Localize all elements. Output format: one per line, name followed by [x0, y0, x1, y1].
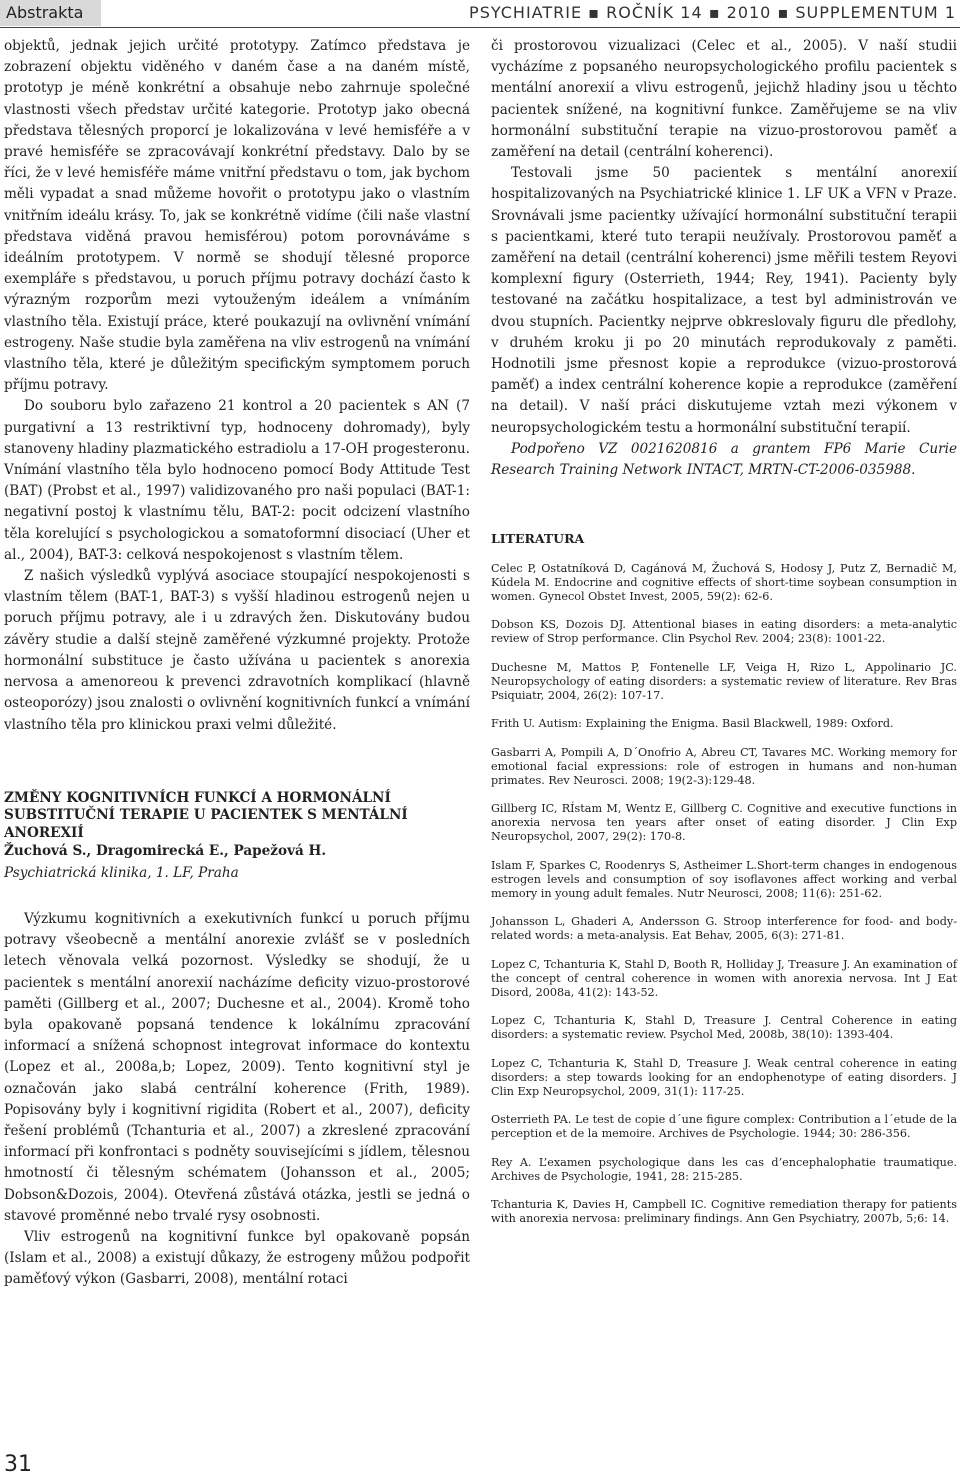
- body-paragraph: objektů, jednak jejich určité prototypy. Zatímco představa je zobrazení objektu viděného v daném čase a na daném místě, prototyp je méně konkrétní a obsahuje nebo zahrnuje společné vlastnosti všech představ určité kategorie. Prototyp jako obecná představa tělesných proporcí je lokalizována v levé hemisféře a v pravé hemisféře se zpracovávají konkrétní představy. Dalo by se říci, že v levé hemisféře máme vnitřní představu o tom, jak bychom měli vypadat a snad můžeme hovořit o prototypu jako o vlastním vnitřním ideálu krásy. To, jak se konkrétně vidíme (čili naše vlastní představa viděná pravou hemisférou) potom porovnáváme s ideálním prototypem. V normě se shodují tělesné proporce exempláře s představou, u poruch příjmu potravy dochází často k výrazným rozporům mezi vytouženým ideálem a vnímáním vlastního těla. Existují práce, které poukazují na ovlivnění vnímání estrogeny. Naše studie byla zaměřena na vliv estrogenů na vnímání vlastního těla, které je důležitým specifickým symptomem poruch příjmu potravy.: [4, 38, 470, 394]
- journal-running-head: PSYCHIATRIE ▪ ROČNÍK 14 ▪ 2010 ▪ SUPPLEMENTUM 1: [469, 3, 956, 22]
- reference-item: Lopez C, Tchanturia K, Stahl D, Treasure J. Central Coherence in eating disorders: a systematic review. Psychol Med, 2008b, 38(10): 1393-404.: [491, 1014, 957, 1042]
- reference-item: Johansson L, Ghaderi A, Andersson G. Stroop interference for food- and body-related words: a meta-analysis. Eat Behav, 2005, 6(3): 271-81.: [491, 915, 957, 943]
- body-paragraph: Vliv estrogenů na kognitivní funkce byl opakovaně popsán (Islam et al., 2008) a existují důkazy, že estrogeny můžou podpořit paměťový výkon (Gasbarri, 2008), mentální rotaci: [4, 1228, 470, 1288]
- article-affiliation: Psychiatrická klinika, 1. LF, Praha: [4, 864, 239, 881]
- reference-item: Duchesne M, Mattos P, Fontenelle LF, Veiga H, Rizo L, Appolinario JC. Neuropsychology of eating disorders: a systematic review of literature. Rev Bras Psiquiatr, 2004, 26(2): 107-17.: [491, 660, 957, 702]
- reference-item: Gillberg IC, RÍstam M, Wentz E, Gillberg C. Cognitive and executive functions in anorexia nervosa ten years after onset of eating disorder. J Clin Exp Neuropsychol, 2007, 29(2): 170-8.: [491, 802, 957, 844]
- header-rule: [0, 27, 960, 28]
- reference-item: Lopez C, Tchanturia K, Stahl D, Treasure J. Weak central coherence in eating disorders: a step towards looking for an endophenotype of eating disorders. J Clin Exp Neuropsychol, 2009, 31(1): 117-25.: [491, 1056, 957, 1098]
- reference-item: Islam F, Sparkes C, Roodenrys S, Astheimer L.Short-term changes in endogenous estrogen levels and consumption of soy isoflavones affect working and verbal memory in young adult females. Nutr Neurosci, 2008; 11(6): 251-62.: [491, 858, 957, 900]
- body-paragraph: Výzkumu kognitivních a exekutivních funkcí u poruch příjmu potravy všeobecně a mentální anorexie zvlášť se v posledních letech věnovala velká pozornost. Výsledky se shodují, že u pacientek s mentální anorexií nacházíme deficity vizuo-prostorové paměti (Gillberg et al., 2007; Duchesne et al., 2004). Kromě toho byla opakovaně popsaná tendence k lokálnímu zpracování informací a snížená schopnost integrovat informace do kontextu (Lopez et al., 2008a,b; Lopez, 2009). Tento kognitivní styl je označován jako slabá centrální koherence (Frith, 1989). Popisovány byly i kognitivní rigidita (Robert et al., 2007), deficity řešení problémů (Tchanturia et al., 2007) a zkreslené zpracování informací při konfrontaci s podněty souvisejícími s jídlem, tělesnou hmotností či tělesným schématem (Johansson et al., 2005; Dobson&Dozois, 2004). Otevřená zůstává otázka, jestli se jedná o stavové proměnné nebo trvalé rysy osobnosti.: [4, 910, 470, 1224]
- body-paragraph: Do souboru bylo zařazeno 21 kontrol a 20 pacientek s AN (7 purgativní a 13 restriktivní typ, hodnoceny dohromady), byly stanoveny hladiny plazmatického estradiolu a 17-OH progesteronu. Vnímání vlastního těla bylo hodnoceno pomocí Body Attitude Test (BAT) (Probst et al., 1997) validizovaného pro naši populaci (BAT-1: negativní postoj k vlastnímu tělu, BAT-2: pocit odcizení vlastního těla korelující s psychologickou a somatoformní disociací (Uher et al., 2004), BAT-3: celková nespokojenost s vlastním tělem.: [4, 398, 470, 563]
- reference-item: Celec P, Ostatníková D, Cagánová M, Žuchová S, Hodosy J, Putz Z, Bernadič M, Kúdela M. Endocrine and cognitive effects of short-time soybean consumption in women. Gynecol Obstet Invest, 2005, 59(2): 62-6.: [491, 561, 957, 603]
- reference-item: Tchanturia K, Davies H, Campbell IC. Cognitive remediation therapy for patients with anorexia nervosa: preliminary findings. Ann Gen Psychiatry, 2007b, 5;6: 14.: [491, 1198, 957, 1226]
- reference-item: Rey A. L’examen psychologique dans les cas d’encephalophatie traumatique. Archives de Psychologie, 1941, 28: 215-285.: [491, 1155, 957, 1183]
- article-authors: Žuchová S., Dragomirecká E., Papežová H.: [4, 843, 327, 860]
- section-label: Abstrakta: [0, 0, 101, 26]
- reference-item: Gasbarri A, Pompili A, D´Onofrio A, Abreu CT, Tavares MC. Working memory for emotional facial expressions: role of estrogen in humans and non-human primates. Rev Neurosci. 2008; 19(2-3):129-48.: [491, 745, 957, 787]
- reference-item: Dobson KS, Dozois DJ. Attentional biases in eating disorders: a meta-analytic review of Strop performance. Clin Psychol Rev. 2004; 23(8): 1001-22.: [491, 618, 957, 646]
- left-column: [4, 36, 470, 1291]
- reference-item: Osterrieth PA. Le test de copie d´une figure complex: Contribution a l´etude de la perception et de la memoire. Archives de Psychologie. 1944; 30: 286-356.: [491, 1113, 957, 1141]
- reference-item: Lopez C, Tchanturia K, Stahl D, Booth R, Holliday J, Treasure J. An examination of the concept of central coherence in women with anorexia nervosa. Int J Eat Disord, 2008a, 41(2): 143-52.: [491, 957, 957, 999]
- body-paragraph: Z našich výsledků vyplývá asociace stoupající nespokojenosti s vlastním tělem (BAT-1, BAT-3) s vyšší hladinou estrogenů nejen u poruch příjmu potravy, ale i u zdravých žen. Diskutovány budou závěry studie a další stejně zaměřené výzkumné projekty. Protože hormonální substituce je často užívána u pacientek s anorexia nervosa a amenoreou k prevenci zdravotních komplikací (hlavně osteoporózy) jsou znalosti o ovlivnění kognitivních funkcí a vnímání vlastního těla pro klinickou praxi velmi důležité.: [4, 568, 470, 733]
- reference-list: [491, 562, 957, 1227]
- page-number: 31: [4, 1452, 32, 1477]
- right-column: [491, 36, 957, 1241]
- body-paragraph: či prostorovou vizualizaci (Celec et al., 2005). V naší studii vycházíme z popsaného neuropsychologického profilu pacientek s mentální anorexií a vlivu estrogenů, jejichž hladiny jsou u těchto pacientek snížené, na kognitivní funkce. Zaměřujeme se na vliv hormonální substituční terapie na vizuo-prostorovou paměť a zaměření na detail (centrální koherenci).: [491, 38, 957, 161]
- article-title: ZMĚNY KOGNITIVNÍCH FUNKCÍ A HORMONÁLNÍ SUBSTITUČNÍ TERAPIE U PACIENTEK S MENTÁLNÍ ANOREXIÍ: [4, 789, 408, 841]
- funding-note: Podpořeno VZ 0021620816 a grantem FP6 Marie Curie Research Training Network INTACT, MRTN-CT-2006-035988.: [491, 440, 957, 479]
- references-heading: LITERATURA: [491, 531, 585, 547]
- reference-item: Frith U. Autism: Explaining the Enigma. Basil Blackwell, 1989: Oxford.: [491, 717, 894, 731]
- body-paragraph: Testovali jsme 50 pacientek s mentální anorexií hospitalizovaných na Psychiatrické klinice 1. LF UK a VFN v Praze. Srovnávali jsme pacientky užívající hormonální substituční terapii s pacientkami, které tuto terapii neužívaly. Prostorovou paměť a zaměření na detail (centrální koherenci) jsme měřili testem Reyovi komplexní figury (Osterrieth, 1944; Rey, 1941). Pacienty byly testované na začátku hospitalizace, a test byl administrován ve dvou stupních. Pacientky nejprve obkreslovaly figuru dle předlohy, v druhém kroku ji po 20 minutách reprodukovaly z paměti. Hodnotili jsme přesnost kopie a reprodukce (vizuo-prostorová paměť) a index centrální koherence kopie a reprodukce (zaměření na detail). V naší práci diskutujeme vztah mezi výkonem v neuropsychologickém testu a hormonální substituční terapií.: [491, 165, 957, 436]
- page-header: [0, 0, 960, 28]
